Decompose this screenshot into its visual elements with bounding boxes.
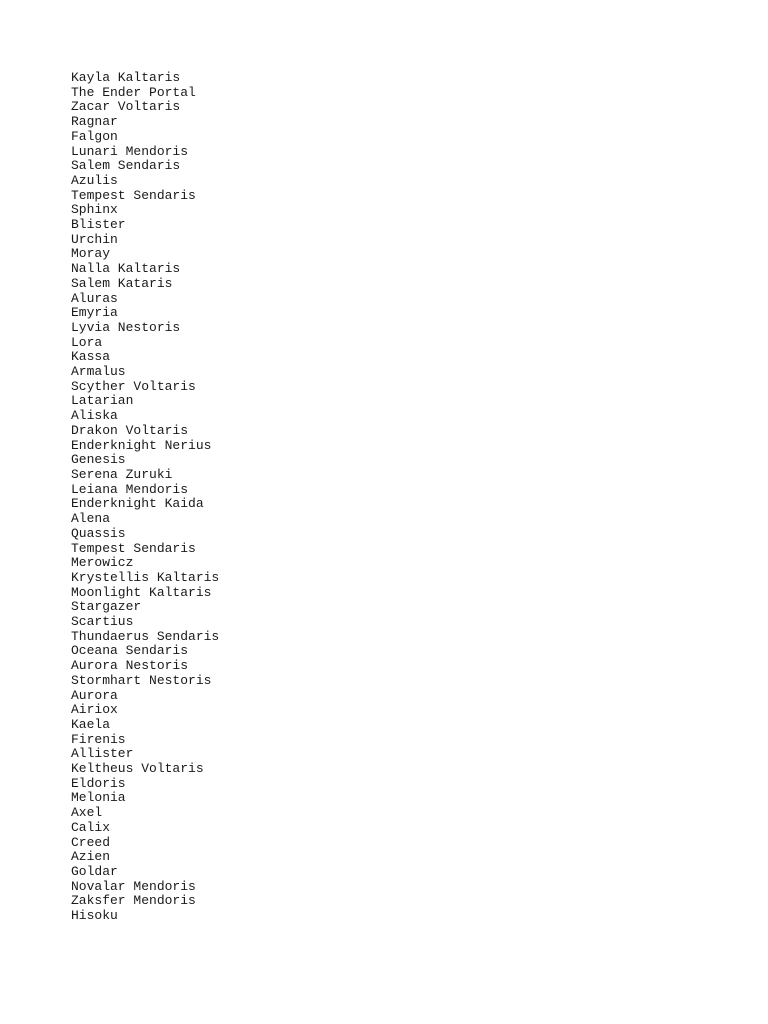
name-line: Kassa	[71, 349, 111, 365]
name-line: Nalla Kaltaris	[71, 261, 181, 277]
name-line: Drakon Voltaris	[71, 422, 189, 438]
name-line: Kaela	[71, 716, 111, 732]
name-line: The Ender Portal	[71, 84, 196, 100]
name-line: Melonia	[71, 790, 126, 806]
name-line: Salem Kataris	[71, 275, 173, 291]
name-line: Latarian	[71, 393, 134, 409]
name-line: Calix	[71, 819, 111, 835]
name-line: Stargazer	[71, 599, 142, 615]
name-line: Novalar Mendoris	[71, 878, 196, 894]
name-line: Tempest Sendaris	[71, 540, 196, 556]
name-line: Alena	[71, 511, 111, 527]
name-line: Firenis	[71, 731, 126, 747]
name-line: Moray	[71, 246, 111, 262]
name-line: Aluras	[71, 290, 118, 306]
name-line: Allister	[71, 746, 134, 762]
name-line: Oceana Sendaris	[71, 643, 189, 659]
name-line: Enderknight Nerius	[71, 437, 212, 453]
name-line: Quassis	[71, 525, 126, 541]
name-line: Enderknight Kaida	[71, 496, 204, 512]
name-line: Thundaerus Sendaris	[71, 628, 220, 644]
name-line: Aliska	[71, 408, 118, 424]
name-line: Lyvia Nestoris	[71, 319, 181, 335]
name-line: Azulis	[71, 172, 118, 188]
name-line: Falgon	[71, 128, 118, 144]
name-line: Serena Zuruki	[71, 466, 173, 482]
name-line: Lora	[71, 334, 103, 350]
name-line: Axel	[71, 805, 103, 821]
name-list	[71, 71, 219, 924]
name-line: Hisoku	[71, 908, 118, 924]
name-line: Lunari Mendoris	[71, 143, 189, 159]
name-line: Moonlight Kaltaris	[71, 584, 212, 600]
name-line: Stormhart Nestoris	[71, 672, 212, 688]
name-line: Kayla Kaltaris	[71, 70, 181, 85]
name-line: Airiox	[71, 702, 118, 718]
name-line: Merowicz	[71, 555, 134, 571]
name-line: Ragnar	[71, 114, 118, 130]
name-line: Eldoris	[71, 775, 126, 791]
name-line: Urchin	[71, 231, 118, 247]
name-line: Zaksfer Mendoris	[71, 893, 196, 909]
name-line: Blister	[71, 217, 126, 233]
name-line: Tempest Sendaris	[71, 187, 196, 203]
name-line: Salem Sendaris	[71, 158, 181, 174]
name-line: Leiana Mendoris	[71, 481, 189, 497]
name-line: Krystellis Kaltaris	[71, 569, 220, 585]
name-line: Armalus	[71, 364, 126, 380]
name-line: Scartius	[71, 614, 134, 630]
name-line: Goldar	[71, 863, 118, 879]
name-line: Genesis	[71, 452, 126, 468]
name-line: Scyther Voltaris	[71, 378, 196, 394]
name-line: Azien	[71, 849, 111, 865]
name-line: Aurora	[71, 687, 118, 703]
name-line: Keltheus Voltaris	[71, 761, 204, 777]
name-line: Emyria	[71, 305, 118, 321]
name-line: Aurora Nestoris	[71, 658, 189, 674]
name-line: Creed	[71, 834, 111, 850]
name-line: Zacar Voltaris	[71, 99, 181, 115]
name-line: Sphinx	[71, 202, 118, 218]
